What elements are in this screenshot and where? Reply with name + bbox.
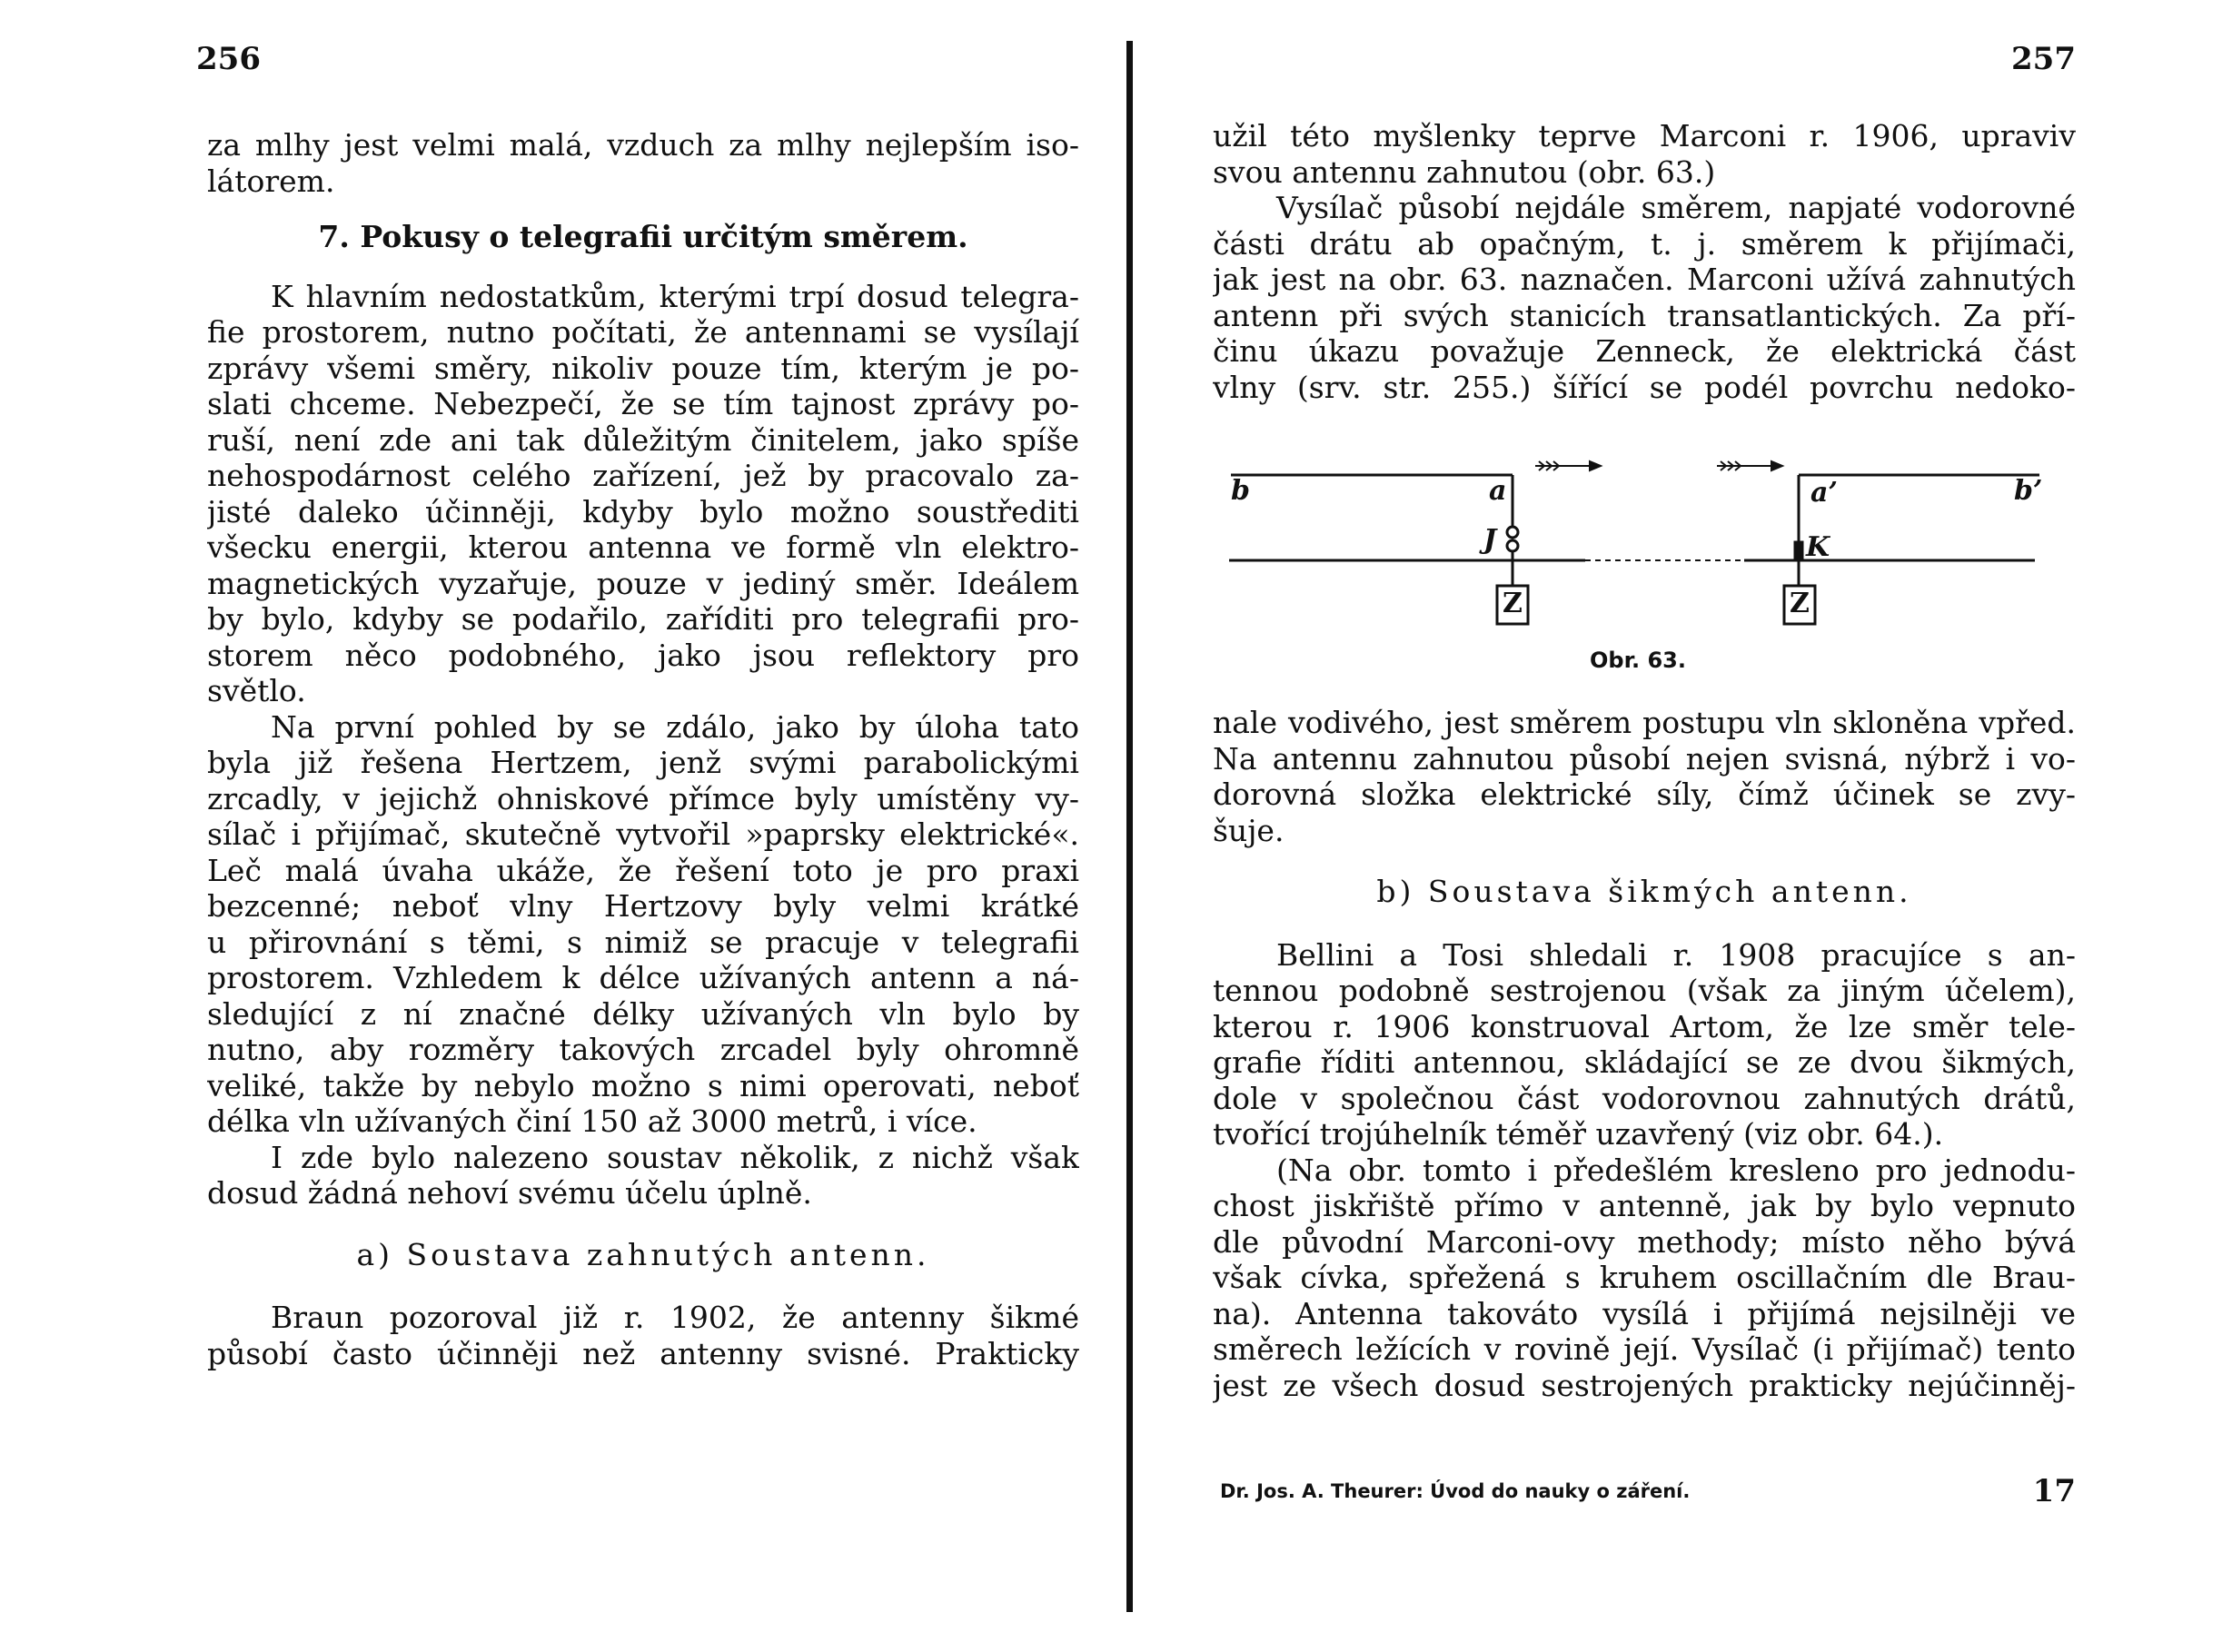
text-line: K hlavním nedostatkům, kterými trpí dosud telegra- [271, 278, 1079, 314]
text-line: nehospodárnost celého zařízení, jež by pracovalo za- [207, 458, 1079, 493]
text-line: svou antennu zahnutou (obr. 63.) [1213, 153, 1716, 190]
text-line: dorovná složka elektrické síly, čímž účinek se zvy- [1213, 777, 2076, 812]
arrow-icon [1717, 461, 1782, 470]
text-line: dle původní Marconi-ovy methody; místo něho bývá [1213, 1223, 2076, 1260]
figure-label-b-prime: b’ [2014, 475, 2043, 507]
text-line: nale vodivého, jest směrem postupu vln skloněna vpřed. [1213, 705, 2076, 740]
text-line: užil této myšlenky teprve Marconi r. 1906, upraviv [1213, 118, 2076, 153]
subsection-heading-a: a) Soustava zahnutých antenn. [356, 1236, 930, 1272]
text-line: za mlhy jest velmi malá, vzduch za mlhy nejlepším iso- [207, 127, 1079, 163]
text-line: byla již řešena Hertzem, jenž svými parabolickými [207, 745, 1079, 780]
text-line: tvořící trojúhelník téměř uzavřený (viz obr. 64.). [1213, 1116, 1944, 1152]
coil-k [1795, 542, 1802, 559]
right-body-top [1213, 118, 2076, 405]
text-line: Na antennu zahnutou působí nejen svisná, nýbrž i vo- [1213, 740, 2076, 777]
text-line: látorem. [207, 163, 335, 199]
figure-label-a: a [1489, 475, 1507, 507]
text-line: délka vln užívaných činí 150 až 3000 metrů, i více. [207, 1103, 977, 1139]
text-line: činu úkazu považuje Zenneck, že elektrická část [1213, 333, 2076, 369]
figure-label-j: J [1483, 524, 1497, 556]
left-page [182, 0, 1079, 1652]
page-footer [1213, 1473, 2076, 1518]
text-line: Na první pohled by se zdálo, jako by úloha tato [271, 708, 1079, 745]
text-line: veliké, takže by nebylo možno s nimi operovati, neboť [207, 1067, 1079, 1103]
text-line: fie prostorem, nutno počítati, že antennami se vysílají [207, 314, 1079, 350]
text-line: kterou r. 1906 konstruoval Artom, že lze směr tele- [1213, 1008, 2076, 1044]
signature-mark: 17 [2032, 1473, 2076, 1509]
text-line: Leč malá úvaha ukáže, že řešení toto je pro praxi [207, 852, 1079, 888]
text-line: ruší, není zde ani tak důležitým činitelem, jako spíše [207, 421, 1079, 458]
text-line: působí často účinněji než antenny svisné. Prakticky [207, 1335, 1079, 1371]
spark-gap-ball-upper [1507, 527, 1518, 538]
text-line: u přirovnání s těmi, s nimiž se pracuje v telegrafii [207, 924, 1079, 960]
text-line: Vysílač působí nejdále směrem, napjaté vodorovné [1276, 190, 2076, 225]
text-line: části drátu ab opačným, t. j. směrem k přijímači, [1213, 225, 2076, 262]
figure-caption: Obr. 63. [1590, 648, 1686, 673]
figure-label-z-right: Z [1790, 588, 1810, 619]
right-body-bottom [1213, 705, 2076, 1403]
text-line: sílač i přijímač, skutečně vytvořil »paprsky elektrické«. [207, 816, 1079, 852]
text-line: všecku energii, kterou antenna ve formě vln elektro- [207, 529, 1079, 565]
figure-label-z-left: Z [1503, 588, 1523, 619]
text-line: šuje. [1213, 812, 1285, 848]
text-line: vlny (srv. str. 255.) šířící se podél povrchu nedoko- [1213, 369, 2076, 405]
text-line: Braun pozoroval již r. 1902, že antenny šikmé [271, 1300, 1079, 1335]
text-line: prostorem. Vzhledem k délce užívaných antenn a ná- [207, 960, 1079, 995]
text-line: zprávy všemi směry, nikoliv pouze tím, kterým je po- [207, 350, 1079, 386]
right-page [1213, 0, 2076, 1652]
text-line: magnetických vyzařuje, pouze v jediný směr. Ideálem [207, 565, 1079, 601]
text-line: bezcenné; neboť vlny Hertzovy byly velmi krátké [207, 888, 1079, 924]
text-line: však cívka, spřežená s kruhem oscillačním dle Brau- [1213, 1260, 2076, 1295]
text-line: slati chceme. Nebezpečí, že se tím tajnost zprávy po- [207, 386, 1079, 421]
spark-gap-ball-lower [1507, 540, 1518, 551]
text-line: (Na obr. tomto i předešlém kresleno pro jednodu- [1276, 1152, 2076, 1188]
text-line: jisté daleko účinněji, kdyby bylo možno soustřediti [207, 493, 1079, 529]
text-line: směrech ležících v rovině její. Vysílač (i přijímač) tento [1213, 1331, 2076, 1367]
text-line: světlo. [207, 673, 306, 708]
left-body [207, 127, 1079, 1371]
figure-label-b: b [1231, 475, 1250, 507]
text-line: zrcadly, v jejichž ohniskové přímce byly umístěny vy- [207, 780, 1079, 816]
text-line: I zde bylo nalezeno soustav několik, z nichž však [271, 1139, 1079, 1175]
figure-63 [1222, 459, 2058, 686]
arrow-icon [1535, 461, 1601, 470]
footer-credit: Dr. Jos. A. Theurer: Úvod do nauky o záření. [1220, 1480, 1691, 1502]
text-line: nutno, aby rozměry takových zrcadel byly ohromně [207, 1032, 1079, 1067]
text-line: jak jest na obr. 63. naznačen. Marconi užívá zahnutých [1213, 262, 2076, 297]
figure-label-a-prime: a’ [1810, 477, 1838, 509]
text-line: by bylo, kdyby se podařilo, zaříditi pro telegrafii pro- [207, 601, 1079, 637]
text-line: sledující z ní značné délky užívaných vln bylo by [207, 995, 1079, 1032]
section-heading: 7. Pokusy o telegrafii určitým směrem. [318, 219, 968, 254]
text-line: jest ze všech dosud sestrojených prakticky nejúčinněj- [1213, 1367, 2076, 1403]
text-line: na). Antenna takováto vysílá i přijímá nejsilněji ve [1213, 1295, 2076, 1331]
page-number-left: 256 [196, 41, 261, 77]
gutter-divider [1126, 41, 1133, 1612]
text-line: tennou podobně sestrojenou (však za jiným účelem), [1213, 973, 2076, 1008]
figure-label-k: K [1806, 531, 1830, 563]
text-line: chost jiskřiště přímo v antenně, jak by bylo vepnuto [1213, 1188, 2076, 1223]
text-line: antenn při svých stanicích transatlantických. Za pří- [1213, 297, 2076, 333]
text-line: storem něco podobného, jako jsou reflektory pro [207, 637, 1079, 673]
text-line: Bellini a Tosi shledali r. 1908 pracujíce s an- [1276, 936, 2076, 973]
subsection-heading-b: b) Soustava šikmých antenn. [1376, 874, 1912, 909]
text-line: grafie říditi antennou, skládající se ze dvou šikmých, [1213, 1044, 2076, 1080]
text-line: dosud žádná nehoví svému účelu úplně. [207, 1175, 812, 1211]
page-number-right: 257 [2011, 41, 2076, 77]
text-line: dole v společnou část vodorovnou zahnutých drátů, [1213, 1080, 2076, 1116]
